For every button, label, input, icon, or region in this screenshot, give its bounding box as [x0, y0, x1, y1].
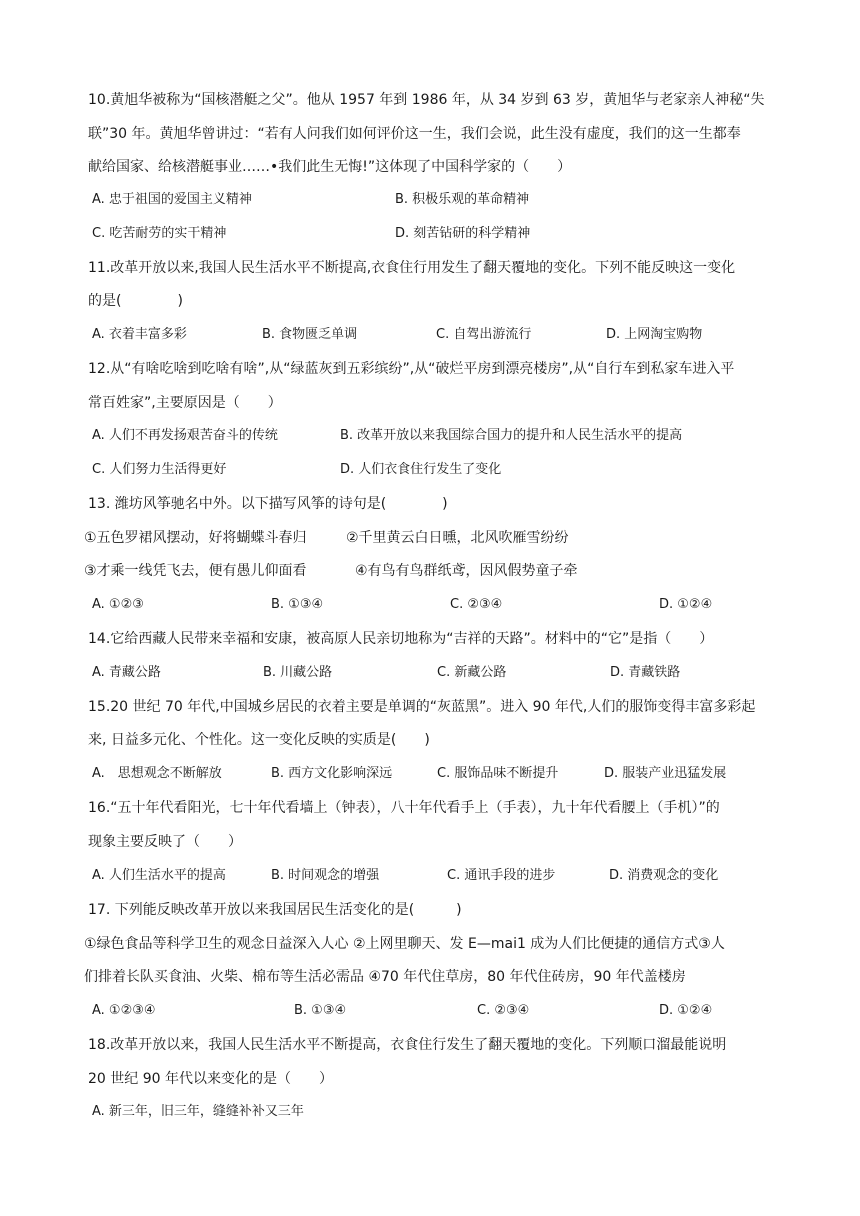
q13-stem: 13. 潍坊风筝驰名中外。以下描写风筝的诗句是( )	[88, 496, 448, 512]
q11-stem-line-1: 11.改革开放以来,我国人民生活水平不断提高,衣食住行用发生了翻天覆地的变化。下列不能反映这一变化	[88, 260, 736, 276]
q16-option-d[interactable]: D. 消费观念的变化	[609, 868, 719, 883]
q11-option-a[interactable]: A. 衣着丰富多彩	[92, 327, 187, 342]
q17-item-line-1: ①绿色食品等科学卫生的观念日益深入人心 ②上网里聊天、发 E—mai1 成为人们比便捷的通信方式③人	[84, 936, 725, 952]
q10-option-d[interactable]: D. 刻苦钻研的科学精神	[395, 226, 531, 241]
q10-option-a[interactable]: A. 忠于祖国的爱国主义精神	[92, 192, 252, 207]
q16-stem-line-2: 现象主要反映了（ ）	[88, 834, 242, 850]
q12-option-c[interactable]: C. 人们努力生活得更好	[92, 462, 227, 477]
q15-stem-line-2: 来, 日益多元化、个性化。这一变化反映的实质是( )	[88, 732, 430, 748]
q13-option-b[interactable]: B. ①③④	[271, 597, 324, 612]
q12-option-b[interactable]: B. 改革开放以来我国综合国力的提升和人民生活水平的提高	[340, 428, 683, 443]
q11-option-b[interactable]: B. 食物匮乏单调	[262, 327, 358, 342]
q13-option-a[interactable]: A. ①②③	[92, 597, 144, 612]
q12-stem-line-2: 常百姓家”,主要原因是（ ）	[88, 395, 282, 411]
q15-stem-line-1: 15.20 世纪 70 年代,中国城乡居民的衣着主要是单调的“灰蓝黑”。进入 90 年代,人们的服饰变得丰富多彩起	[88, 699, 756, 715]
q16-option-a[interactable]: A. 人们生活水平的提高	[92, 868, 226, 883]
q14-option-d[interactable]: D. 青藏铁路	[610, 665, 681, 680]
q10-stem-line-2: 联”30 年。黄旭华曾讲过：“若有人问我们如何评价这一生，我们会说，此生没有虚度，我们的这一生都奉	[88, 126, 741, 142]
q12-option-a[interactable]: A. 人们不再发扬艰苦奋斗的传统	[92, 428, 278, 443]
q13-item-1: ①五色罗裙风摆动，好将蝴蝶斗春归	[84, 530, 307, 546]
q16-option-c[interactable]: C. 通讯手段的进步	[447, 868, 556, 883]
q15-option-a[interactable]: A. 思想观念不断解放	[92, 766, 222, 781]
q17-option-d[interactable]: D. ①②④	[659, 1003, 713, 1018]
q16-option-b[interactable]: B. 时间观念的增强	[271, 868, 380, 883]
q10-option-c[interactable]: C. 吃苦耐劳的实干精神	[92, 226, 227, 241]
q13-item-4: ④有鸟有鸟群纸鸢，因风假势童子牵	[355, 563, 578, 579]
q12-stem-line-1: 12.从“有啥吃啥到吃啥有啥”,从“绿蓝灰到五彩缤纷”,从“破烂平房到漂亮楼房”,从“自行车到私家车进入平	[88, 361, 735, 377]
q18-stem-line-1: 18.改革开放以来，我国人民生活水平不断提高，衣食住行发生了翻天覆地的变化。下列顺口溜最能说明	[88, 1037, 727, 1053]
q13-option-d[interactable]: D. ①②④	[659, 597, 713, 612]
q12-option-d[interactable]: D. 人们衣食住行发生了变化	[340, 462, 502, 477]
q13-item-3: ③才乘一线凭飞去，便有愚儿仰面看	[84, 563, 307, 579]
q14-option-b[interactable]: B. 川藏公路	[263, 665, 333, 680]
q14-option-c[interactable]: C. 新藏公路	[437, 665, 507, 680]
q11-option-d[interactable]: D. 上网淘宝购物	[606, 327, 703, 342]
q11-option-c[interactable]: C. 自驾出游流行	[436, 327, 532, 342]
q15-option-d[interactable]: D. 服装产业迅猛发展	[604, 766, 727, 781]
q14-option-a[interactable]: A. 青藏公路	[92, 665, 161, 680]
q17-stem: 17. 下列能反映改革开放以来我国居民生活变化的是( )	[88, 902, 462, 918]
q18-option-a[interactable]: A. 新三年，旧三年，缝缝补补又三年	[92, 1104, 304, 1119]
q17-item-line-2: 们排着长队买食油、火柴、棉布等生活必需品 ④70 年代住草房，80 年代住砖房，90 年代盖楼房	[84, 969, 686, 985]
q13-item-2: ②千里黄云白日曛，北风吹雁雪纷纷	[346, 530, 569, 546]
q15-option-c[interactable]: C. 服饰品味不断提升	[437, 766, 559, 781]
q10-option-b[interactable]: B. 积极乐观的革命精神	[395, 192, 530, 207]
q15-option-b[interactable]: B. 西方文化影响深远	[271, 766, 393, 781]
q17-option-b[interactable]: B. ①③④	[294, 1003, 347, 1018]
q11-stem-line-2: 的是( )	[88, 293, 183, 309]
q17-option-a[interactable]: A. ①②③④	[92, 1003, 156, 1018]
q13-option-c[interactable]: C. ②③④	[450, 597, 503, 612]
q10-stem-line-1: 10.黄旭华被称为“国核潜艇之父”。他从 1957 年到 1986 年，从 34 岁到 63 岁，黄旭华与老家亲人神秘“失	[88, 92, 765, 108]
q18-stem-line-2: 20 世纪 90 年代以来变化的是（ ）	[88, 1071, 333, 1087]
q10-stem-line-3: 献给国家、给核潜艇事业……•我们此生无悔!”这体现了中国科学家的（ ）	[88, 159, 572, 175]
q17-option-c[interactable]: C. ②③④	[477, 1003, 530, 1018]
q14-stem: 14.它给西藏人民带来幸福和安康，被高原人民亲切地称为“吉祥的天路”。材料中的“它”是指（ ）	[88, 631, 714, 647]
q16-stem-line-1: 16.“五十年代看阳光，七十年代看墙上（钟表），八十年代看手上（手表），九十年代看腰上（手机）”的	[88, 800, 720, 816]
